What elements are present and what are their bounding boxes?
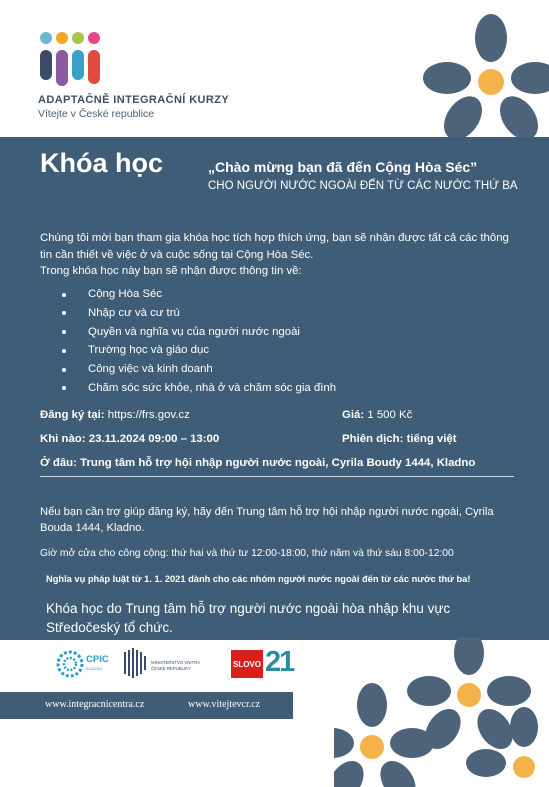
cpic-logo-icon [56,650,84,678]
date-label: Khi nào: [40,433,86,445]
list-item: Trường học và giáo dục [62,341,336,360]
intro-text [40,230,510,280]
brand-logo [38,30,104,88]
brand-subtitle: Vítejte v České republice [38,108,155,120]
list-item: Nhập cư và cư trú [62,304,336,323]
legal-duty-note: Nghĩa vụ pháp luật từ 1. 1. 2021 dành cho các nhóm người nước ngoài đến từ các nước thứ ba! [46,574,471,584]
ministry-emblem-icon [123,648,149,678]
organizer-note: Khóa học do Trung tâm hỗ trợ người nước ngoài hòa nhập khu vực Středočeský tổ chức. [46,601,451,635]
footer-link-vitejtevcr[interactable]: www.vitejtevcr.cz [188,699,261,710]
list-item: Quyền và nghĩa vụ của người nước ngoài [62,323,336,342]
ministry-logo [123,648,223,682]
footer-link-integracnicentra[interactable]: www.integracnicentra.cz [45,699,145,710]
intro-topics-heading: Trong khóa học này bạn sẽ nhận được thông tin về: [40,265,302,277]
location-label: Ở đâu: [40,457,77,469]
flower-decoration-top [399,0,549,137]
location-value: Trung tâm hỗ trợ hội nhập người nước ngoài, Cyrila Boudy 1444, Kladno [80,457,476,469]
ministry-name: MINISTERSTVO VNITRA ČESKÉ REPUBLIKY [151,660,201,671]
registration-info [40,409,190,421]
bullet-icon [62,386,66,390]
interpreter-info [342,433,457,445]
bullet-icon [62,311,66,315]
price-label: Giá: [342,409,365,421]
bullet-icon [62,368,66,372]
registration-label: Đăng ký tại: [40,409,105,421]
interpreter-label: Phiên dịch: [342,433,404,445]
course-quote: „Chào mừng bạn đã đến Cộng Hòa Séc” [208,159,478,175]
slovo-number: 21 [265,646,294,678]
flower-decoration-bottom [334,637,549,787]
bullet-icon [62,349,66,353]
interpreter-value: tiếng việt [406,433,457,445]
slovo-label: SLOVO [231,650,263,678]
intro-paragraph: Chúng tôi mời bạn tham gia khóa học tích hợp thích ứng, bạn sẽ nhận được tất cả các thông tin cần thiết về việc ở và cuộc sống tại Cộng Hòa Séc. [40,232,509,261]
registration-link[interactable]: https://frs.gov.cz [107,409,190,421]
list-item: Chăm sóc sức khỏe, nhà ở và chăm sóc gia đình [62,379,336,398]
divider [40,476,514,477]
cpic-subtitle: KLADNO [86,666,103,671]
date-info [40,433,219,445]
price-info [342,409,412,421]
opening-hours: Giờ mở cửa cho công cộng: thứ hai và thứ tư 12:00-18:00, thứ năm và thứ sáu 8:00-12:00 [40,548,454,559]
cpic-logo [56,646,116,682]
price-value: 1 500 Kč [367,409,413,421]
location-info [40,457,475,469]
course-audience: CHO NGƯỜI NƯỚC NGOÀI ĐẾN TỪ CÁC NƯỚC THỨ BA [208,180,518,192]
course-title: Khóa học [40,148,164,178]
list-item: Công việc và kinh doanh [62,360,336,379]
topics-list [62,285,336,398]
cpic-name: CPIC [86,654,109,665]
slovo21-logo [231,648,294,680]
date-value: 23.11.2024 09:00 – 13:00 [88,433,220,445]
bullet-icon [62,293,66,297]
help-text: Nếu bạn cần trợ giúp đăng ký, hãy đến Trung tâm hỗ trợ hội nhập người nước ngoài, Cyrila Bouda 1444, Kladno. [40,506,494,534]
list-item: Cộng Hòa Séc [62,285,336,304]
brand-title: ADAPTAČNĚ INTEGRAČNÍ KURZY [38,94,230,106]
bullet-icon [62,330,66,334]
